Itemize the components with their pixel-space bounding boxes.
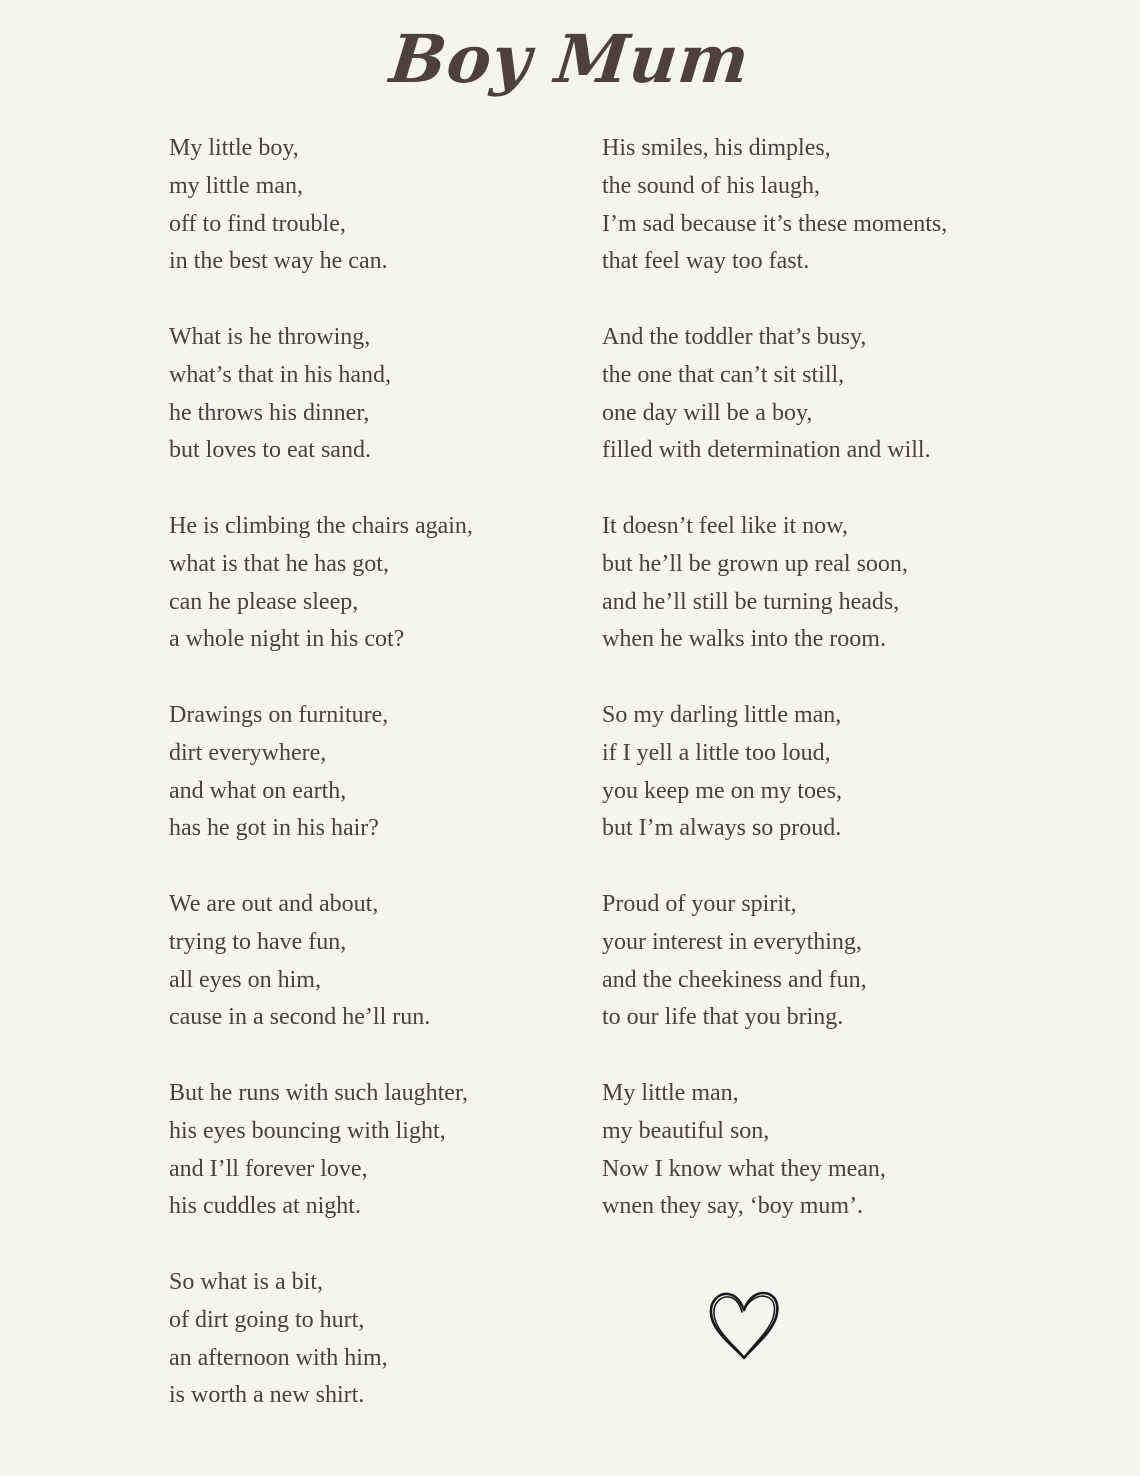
poem-line: he throws his dinner, [169, 399, 370, 426]
poem-line: your interest in everything, [602, 928, 862, 955]
poem-line: that feel way too fast. [602, 248, 810, 275]
stanza [169, 1264, 569, 1415]
poem-line: and I’ll forever love, [169, 1155, 368, 1182]
poem-line: but loves to eat sand. [169, 437, 371, 464]
poem-line: But he runs with such laughter, [169, 1079, 468, 1106]
poem-line: What is he throwing, [169, 323, 371, 350]
poem-line: an afternoon with him, [169, 1344, 388, 1371]
poem-line: all eyes on him, [169, 966, 321, 993]
poem-line: to our life that you bring. [602, 1004, 844, 1031]
poem-line: my little man, [169, 172, 303, 199]
poem-line: wnen they say, ‘boy mum’. [602, 1193, 864, 1220]
poem-line: what is that he has got, [169, 550, 389, 577]
stanza [602, 319, 1032, 470]
poem-line: if I yell a little too loud, [602, 739, 831, 766]
poem-line: and the cheekiness and fun, [602, 966, 867, 993]
poem-line: His smiles, his dimples, [602, 135, 831, 161]
poem-line: He is climbing the chairs again, [169, 512, 473, 539]
poem-line: filled with determination and will. [602, 437, 931, 464]
poem-line: in the best way he can. [169, 248, 388, 275]
stanza [169, 130, 569, 281]
poem-line: can he please sleep, [169, 588, 359, 615]
poem-line: his eyes bouncing with light, [169, 1117, 446, 1144]
stanza [169, 697, 569, 848]
poem-line: So what is a bit, [169, 1268, 323, 1295]
poem-left-column [169, 130, 569, 1453]
poem-line: So my darling little man, [602, 701, 842, 728]
poem-line: dirt everywhere, [169, 739, 327, 766]
poem-line: you keep me on my toes, [602, 777, 842, 804]
poem-line: and what on earth, [169, 777, 347, 804]
poem-line: And the toddler that’s busy, [602, 323, 867, 350]
poem-line: Drawings on furniture, [169, 701, 389, 728]
stanza [602, 130, 1032, 281]
poem-line: but I’m always so proud. [602, 815, 842, 842]
poem-line: the sound of his laugh, [602, 172, 820, 199]
poem-line: off to find trouble, [169, 210, 346, 237]
poem-line: but he’ll be grown up real soon, [602, 550, 908, 577]
poem-line: It doesn’t feel like it now, [602, 512, 848, 539]
poem-title: Boy Mum [386, 20, 754, 98]
poem-right-column [602, 130, 1032, 1264]
stanza [169, 319, 569, 470]
poem-line: My little man, [602, 1079, 739, 1106]
poem-line: my beautiful son, [602, 1117, 770, 1144]
stanza [169, 1075, 569, 1226]
poem-line: Proud of your spirit, [602, 890, 797, 917]
stanza [602, 697, 1032, 848]
stanza [602, 886, 1032, 1037]
poem-line: cause in a second he’ll run. [169, 1004, 431, 1031]
poem-line: a whole night in his cot? [169, 626, 405, 653]
poem-line: My little boy, [169, 135, 299, 161]
poem-line: and he’ll still be turning heads, [602, 588, 900, 615]
poem-line: one day will be a boy, [602, 399, 813, 426]
poem-line: We are out and about, [169, 890, 379, 917]
stanza [602, 1075, 1032, 1226]
poem-line: when he walks into the room. [602, 626, 886, 653]
heart-icon [706, 1288, 782, 1364]
stanza [169, 508, 569, 659]
poem-line: I’m sad because it’s these moments, [602, 210, 948, 237]
poem-line: is worth a new shirt. [169, 1382, 365, 1409]
poem-line: trying to have fun, [169, 928, 347, 955]
poem-line: of dirt going to hurt, [169, 1306, 365, 1333]
poem-line: what’s that in his hand, [169, 361, 391, 388]
poem-line: his cuddles at night. [169, 1193, 361, 1220]
poem-line: Now I know what they mean, [602, 1155, 886, 1182]
poem-line: has he got in his hair? [169, 815, 379, 842]
stanza [602, 508, 1032, 659]
stanza [169, 886, 569, 1037]
poem-line: the one that can’t sit still, [602, 361, 845, 388]
